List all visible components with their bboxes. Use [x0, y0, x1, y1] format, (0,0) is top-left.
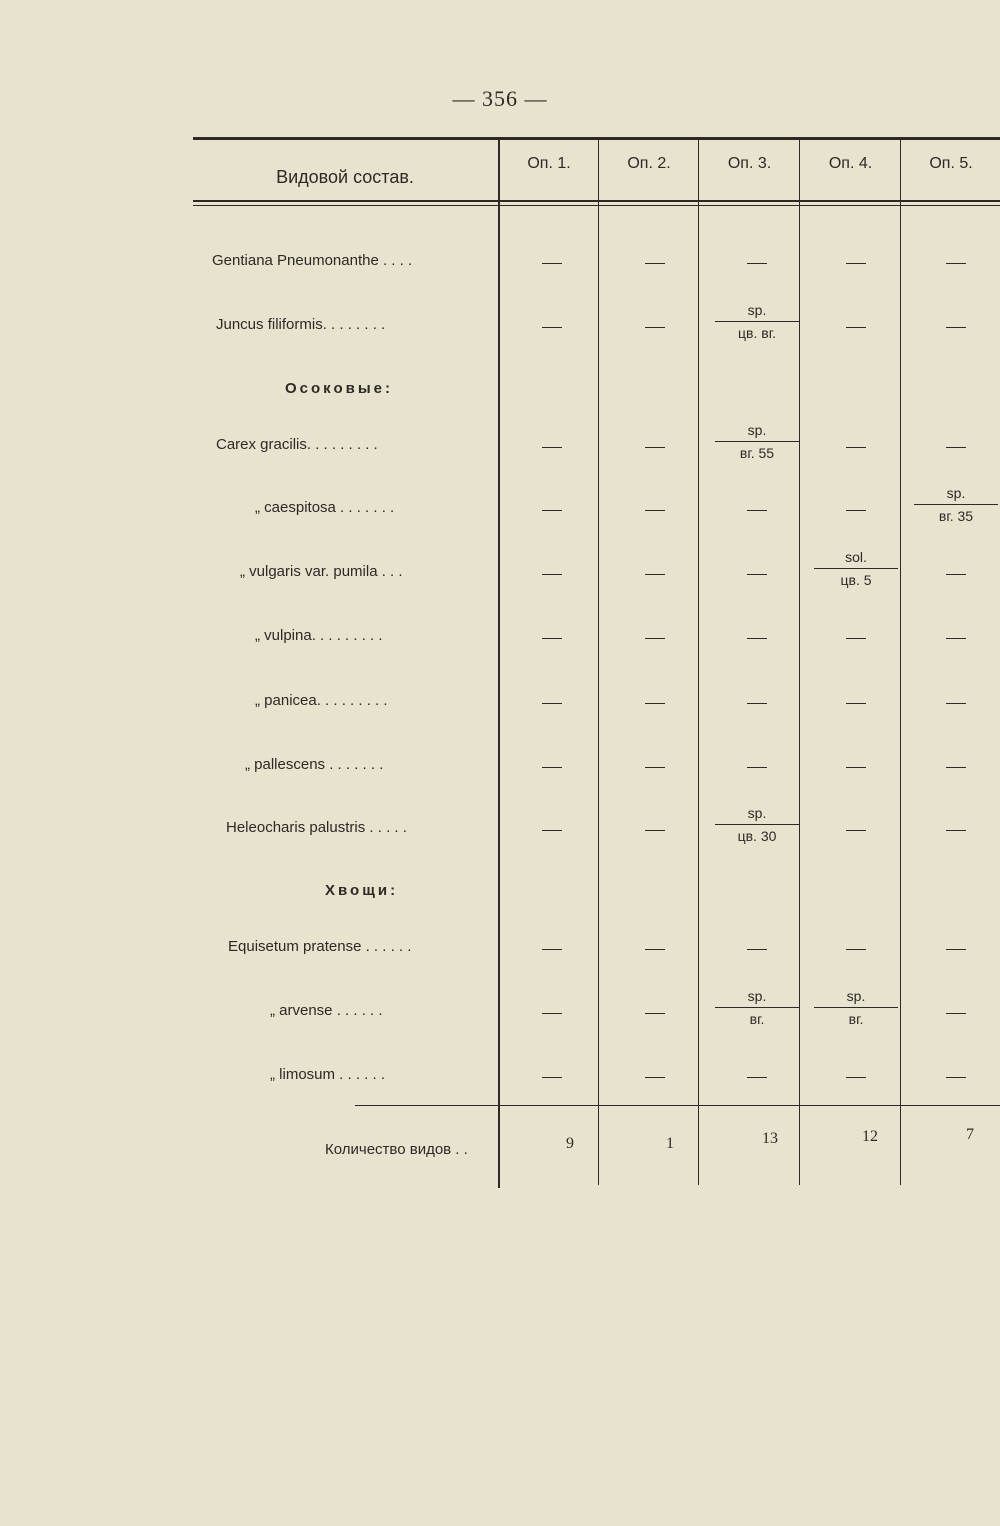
table-top-rule — [193, 137, 1000, 140]
column-divider — [799, 140, 800, 1185]
table-cell-dash — [908, 1004, 1000, 1020]
total-value: 12 — [862, 1128, 878, 1145]
dash-mark — [645, 327, 665, 329]
dash-mark — [645, 767, 665, 769]
row-label: „ panicea. . . . . . . . . — [255, 692, 388, 709]
table-cell-dash — [808, 501, 904, 517]
header-bottom-rule — [193, 200, 1000, 202]
table-cell-dash — [808, 629, 904, 645]
row-label: Equisetum pratense . . . . . . — [228, 938, 412, 955]
table-cell-dash — [504, 940, 600, 956]
dash-mark — [645, 1077, 665, 1079]
table-cell-dash — [607, 438, 703, 454]
dash-mark — [946, 447, 966, 449]
dash-mark — [542, 327, 562, 329]
table-cell-abundance — [715, 302, 799, 341]
column-header: Оп. 5. — [929, 155, 973, 172]
abundance-value: sp. — [715, 805, 799, 825]
abundance-value: sp. — [715, 302, 799, 322]
dash-mark — [747, 263, 767, 265]
dash-mark — [846, 638, 866, 640]
table-cell-dash — [504, 821, 600, 837]
dash-mark — [846, 327, 866, 329]
row-label: Heleocharis palustris . . . . . — [226, 819, 407, 836]
group-title-horsetails: Хвощи: — [325, 882, 399, 899]
table-cell-dash — [709, 1068, 805, 1084]
abundance-value: sol. — [814, 549, 898, 569]
dash-mark — [946, 703, 966, 705]
dash-mark — [747, 703, 767, 705]
dash-mark — [645, 263, 665, 265]
table-cell-dash — [504, 254, 600, 270]
row-label: „ arvense . . . . . . — [270, 1002, 383, 1019]
dash-mark — [946, 1013, 966, 1015]
table-cell-dash — [808, 1068, 904, 1084]
table-cell-dash — [808, 758, 904, 774]
table-cell-dash — [808, 821, 904, 837]
dash-mark — [645, 447, 665, 449]
table-cell-dash — [504, 501, 600, 517]
dash-mark — [645, 638, 665, 640]
table-cell-abundance — [715, 805, 799, 844]
table-cell-dash — [908, 254, 1000, 270]
dash-mark — [542, 574, 562, 576]
dash-mark — [946, 949, 966, 951]
phenophase-value: вг. 35 — [938, 508, 974, 524]
phenophase-value: вг. 55 — [739, 445, 775, 461]
table-cell-dash — [504, 694, 600, 710]
dash-mark — [846, 767, 866, 769]
table-cell-dash — [607, 694, 703, 710]
column-header: Оп. 1. — [527, 155, 571, 172]
total-label: Количество видов . . — [325, 1141, 468, 1158]
table-cell-dash — [808, 254, 904, 270]
table-cell-dash — [504, 1004, 600, 1020]
table-cell-dash — [908, 694, 1000, 710]
dash-mark — [846, 949, 866, 951]
dash-mark — [946, 1077, 966, 1079]
row-label: „ vulpina. . . . . . . . . — [255, 627, 383, 644]
abundance-value: sp. — [715, 422, 799, 442]
species-column-header: Видовой состав. — [276, 167, 414, 187]
total-value: 1 — [666, 1135, 674, 1152]
table-cell-dash — [607, 629, 703, 645]
dash-mark — [542, 447, 562, 449]
total-rule — [355, 1105, 1000, 1106]
table-cell-dash — [504, 565, 600, 581]
dash-mark — [946, 767, 966, 769]
table-cell-dash — [504, 438, 600, 454]
table-cell-dash — [908, 438, 1000, 454]
group-title-sedges: Осоковые: — [285, 380, 394, 397]
dash-mark — [542, 1013, 562, 1015]
row-label: „ limosum . . . . . . — [270, 1066, 386, 1083]
dash-mark — [846, 830, 866, 832]
dash-mark — [946, 638, 966, 640]
dash-mark — [645, 830, 665, 832]
phenophase-value: цв. 5 — [840, 572, 872, 588]
table-cell-dash — [709, 565, 805, 581]
header-bottom-rule-2 — [193, 205, 1000, 206]
dash-mark — [747, 574, 767, 576]
dash-mark — [542, 830, 562, 832]
table-cell-dash — [908, 565, 1000, 581]
dash-mark — [542, 1077, 562, 1079]
table-cell-dash — [908, 1068, 1000, 1084]
table-cell-dash — [607, 1004, 703, 1020]
dash-mark — [747, 1077, 767, 1079]
dash-mark — [846, 703, 866, 705]
dash-mark — [946, 327, 966, 329]
column-header: Оп. 4. — [828, 155, 873, 172]
table-cell-dash — [607, 501, 703, 517]
dash-mark — [542, 767, 562, 769]
table-cell-dash — [607, 318, 703, 334]
row-label: „ pallescens . . . . . . . — [245, 756, 384, 773]
table-cell-dash — [709, 758, 805, 774]
table-cell-dash — [504, 318, 600, 334]
abundance-value: sp. — [814, 988, 898, 1008]
dash-mark — [542, 703, 562, 705]
column-divider — [698, 140, 699, 1185]
total-value: 9 — [566, 1135, 574, 1152]
dash-mark — [747, 767, 767, 769]
table-cell-dash — [709, 940, 805, 956]
phenophase-value: цв. 30 — [737, 828, 777, 844]
dash-mark — [645, 949, 665, 951]
dash-mark — [946, 263, 966, 265]
table-cell-dash — [607, 565, 703, 581]
table-cell-abundance — [715, 988, 799, 1027]
row-label: Carex gracilis. . . . . . . . . — [216, 436, 378, 453]
dash-mark — [645, 703, 665, 705]
abundance-value: sp. — [914, 485, 998, 505]
table-cell-dash — [908, 629, 1000, 645]
phenophase-value: вг. — [848, 1011, 864, 1027]
table-cell-dash — [908, 940, 1000, 956]
dash-mark — [645, 1013, 665, 1015]
dash-mark — [542, 949, 562, 951]
table-cell-dash — [709, 694, 805, 710]
table-cell-dash — [808, 318, 904, 334]
dash-mark — [846, 510, 866, 512]
table-cell-abundance — [814, 988, 898, 1027]
column-header: Оп. 2. — [627, 155, 671, 172]
dash-mark — [747, 949, 767, 951]
table-cell-abundance — [814, 549, 898, 588]
phenophase-value: вг. — [749, 1011, 765, 1027]
row-label: „ vulgaris var. pumila . . . — [240, 563, 403, 580]
column-divider — [900, 140, 901, 1185]
table-cell-dash — [908, 318, 1000, 334]
table-cell-dash — [808, 940, 904, 956]
total-value: 7 — [966, 1126, 974, 1143]
table-cell-abundance — [715, 422, 799, 461]
table-cell-dash — [808, 694, 904, 710]
table-cell-dash — [504, 629, 600, 645]
table-cell-dash — [709, 501, 805, 517]
total-value: 13 — [762, 1130, 778, 1147]
table-cell-dash — [607, 940, 703, 956]
dash-mark — [645, 510, 665, 512]
dash-mark — [846, 447, 866, 449]
dash-mark — [946, 830, 966, 832]
table-cell-dash — [709, 254, 805, 270]
table-cell-dash — [607, 758, 703, 774]
row-label: „ caespitosa . . . . . . . — [255, 499, 395, 516]
column-divider — [498, 140, 500, 1188]
column-header: Оп. 3. — [727, 155, 772, 172]
dash-mark — [747, 638, 767, 640]
phenophase-value: цв. вг. — [738, 325, 776, 341]
dash-mark — [542, 510, 562, 512]
dash-mark — [542, 638, 562, 640]
table-cell-dash — [808, 438, 904, 454]
row-label: Juncus filiformis. . . . . . . . — [216, 316, 386, 333]
table-cell-abundance — [914, 485, 998, 524]
dash-mark — [846, 263, 866, 265]
column-divider — [598, 140, 599, 1185]
table-cell-dash — [908, 821, 1000, 837]
table-cell-dash — [908, 758, 1000, 774]
abundance-value: sp. — [715, 988, 799, 1008]
table-cell-dash — [709, 629, 805, 645]
table-cell-dash — [504, 1068, 600, 1084]
table-cell-dash — [607, 1068, 703, 1084]
dash-mark — [946, 574, 966, 576]
dash-mark — [846, 1077, 866, 1079]
table-cell-dash — [607, 254, 703, 270]
table-cell-dash — [504, 758, 600, 774]
dash-mark — [747, 510, 767, 512]
table-cell-dash — [607, 821, 703, 837]
row-label: Gentiana Pneumonanthe . . . . — [212, 252, 413, 269]
dash-mark — [542, 263, 562, 265]
dash-mark — [645, 574, 665, 576]
page-number: — 356 — — [452, 86, 548, 111]
